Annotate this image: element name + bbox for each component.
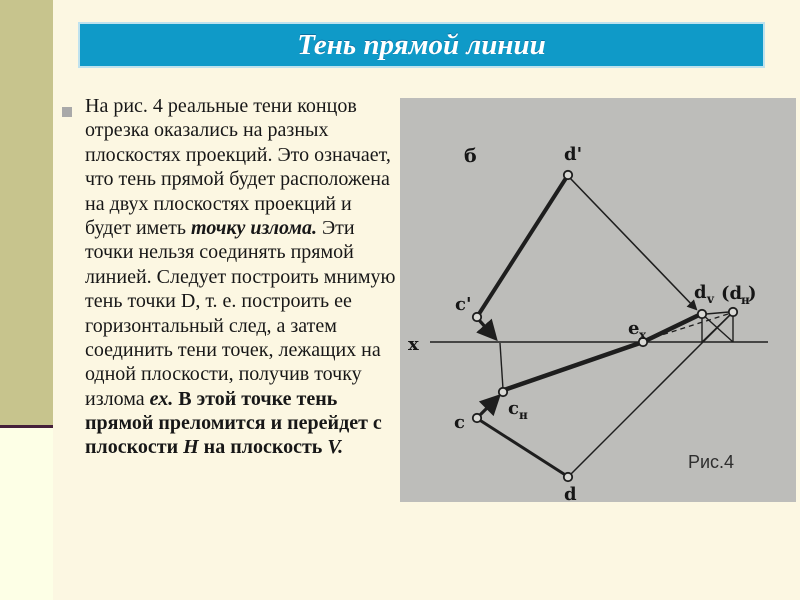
body-segment-bold-italic: точку излома. [191, 216, 317, 239]
point-dh [729, 308, 737, 316]
point-c [473, 414, 481, 422]
left-lower-stripe [0, 428, 53, 600]
body-segment-bold: на плоскость [198, 436, 328, 459]
label-dh-open: (d [721, 283, 743, 304]
body-segment-bold-italic: V. [327, 436, 344, 459]
label-variant-b: б [464, 145, 477, 167]
projection-diagram [400, 98, 796, 502]
label-c: c [454, 412, 465, 433]
title-bar [78, 22, 765, 68]
body-segment-normal: На рис. 4 реальные тени концов отрезка оказались на разных плоскостях проекций. Это означает, что тень прямой будет расположена на двух плоскостях проекций и будет иметь [85, 95, 391, 239]
vertical-drop-to-ch [500, 343, 503, 389]
label-x-axis: x [408, 334, 419, 355]
body-segment-normal: Эти точки нельзя соединять прямой линией. Следует построить мнимую тень точки D, т. е. построить ее горизонтальный след, а затем соединить тени точек, лежащих на одной плоскости, получив точку излома [85, 216, 396, 410]
shadow-ch-to-ex [504, 342, 643, 390]
figure-caption: Рис.4 [688, 452, 735, 472]
point-ch [499, 388, 507, 396]
label-ex-sub: x [639, 328, 647, 342]
body-paragraph [85, 94, 399, 460]
body-segment-bold: В этой точке тень прямой преломится и перейдет с плоскости [85, 387, 382, 459]
point-dv [698, 310, 706, 318]
bullet-square-icon [62, 107, 72, 117]
light-ray-c-to-ch [480, 397, 498, 415]
slide-title: Тень прямой линии [297, 28, 546, 61]
light-ray-c-prime-to-axis [479, 320, 495, 338]
label-dv-main: d [694, 282, 707, 303]
shadow-ex-to-dv [643, 315, 699, 342]
point-d [564, 473, 572, 481]
label-ch-sub: н [519, 408, 528, 422]
label-dh-close: ) [748, 283, 757, 304]
point-c-prime [473, 313, 481, 321]
label-ch-main: c [508, 398, 519, 419]
link-dv-to-dh [706, 312, 729, 314]
body-segment-bold-italic: Н [183, 436, 199, 459]
left-olive-stripe [0, 0, 53, 428]
label-dv-sub: v [707, 292, 714, 306]
segment-c-prime-d-prime [477, 175, 568, 317]
label-dh-sub: н [741, 293, 750, 307]
body-segment-bold-italic: ех. [149, 387, 174, 410]
label-d-prime: d' [564, 144, 583, 165]
label-c-prime: c' [455, 294, 472, 315]
segment-c-d [478, 419, 567, 476]
figure-image [400, 98, 796, 502]
label-ex-main: e [628, 318, 640, 339]
point-d-prime [564, 171, 572, 179]
light-ray-d-prime-to-dv [569, 177, 696, 309]
label-d: d [564, 484, 577, 502]
